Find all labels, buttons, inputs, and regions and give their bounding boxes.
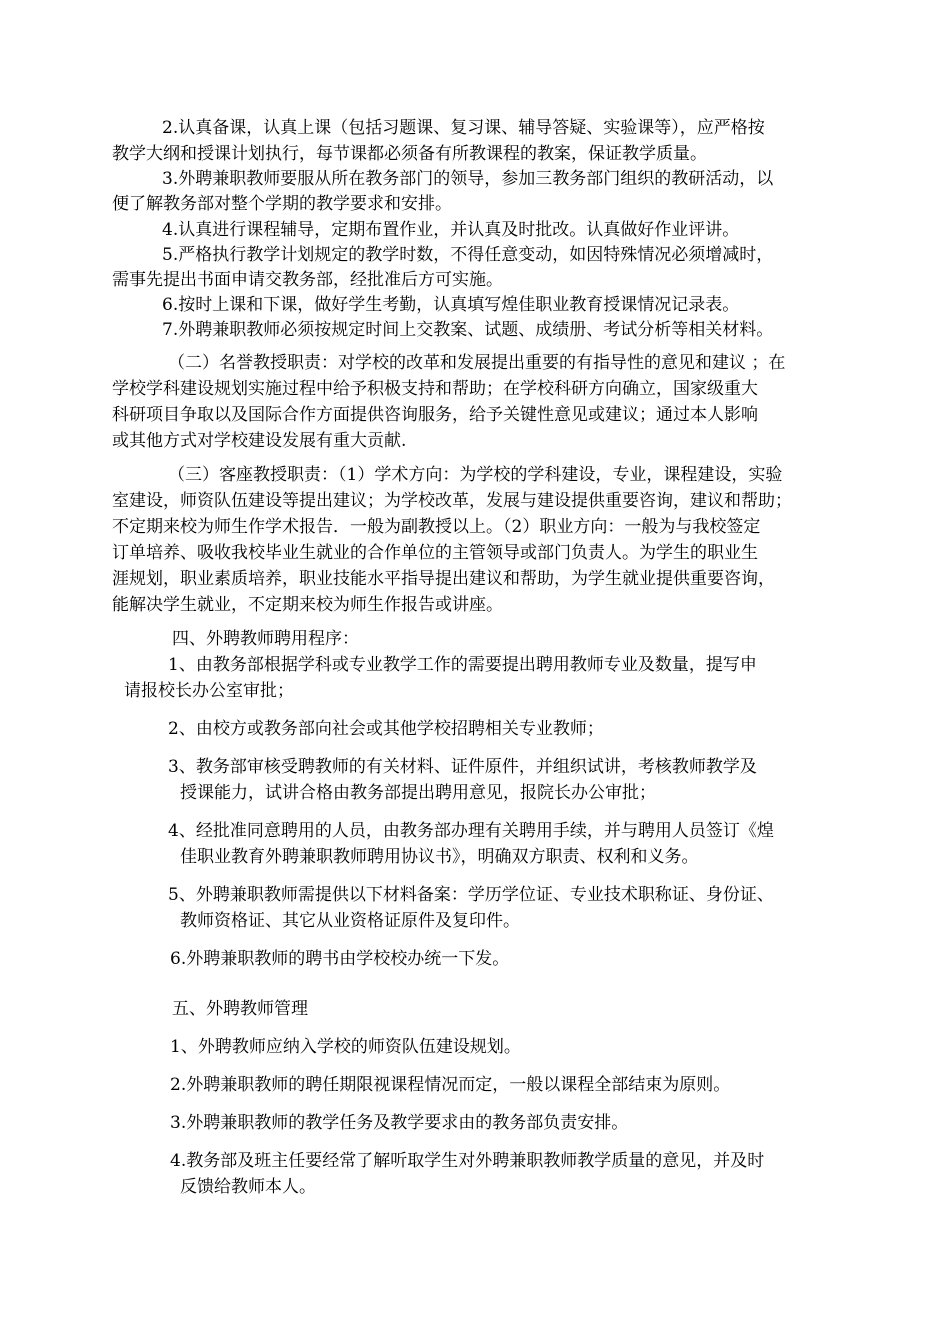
management-1: 1、外聘教师应纳入学校的师资队伍建设规划。 (170, 1037, 521, 1057)
honorary-line-2: 学校学科建设规划实施过程中给予积极支持和帮助；在学校科研方向确立，国家级重大 (112, 379, 758, 399)
honorary-line-3: 科研项目争取以及国际合作方面提供咨询服务，给予关键性意见或建议；通过本人影响 (112, 405, 758, 425)
management-heading: 五、外聘教师管理 (172, 999, 308, 1019)
item-4: 4.认真进行课程辅导，定期布置作业，并认真及时批改。认真做好作业评讲。 (162, 220, 740, 240)
procedure-3-line-1: 3、教务部审核受聘教师的有关材料、证件原件，并组织试讲，考核教师教学及 (168, 757, 757, 777)
visiting-line-5: 涯规划，职业素质培养，职业技能水平指导提出建议和帮助，为学生就业提供重要咨询， (112, 569, 775, 589)
item-7: 7.外聘兼职教师必须按规定时间上交教案、试题、成绩册、考试分析等相关材料。 (162, 320, 774, 340)
procedure-1-line-1: 1、由教务部根据学科或专业教学工作的需要提出聘用教师专业及数量，提写申 (168, 655, 757, 675)
item-2-line-1: 2.认真备课，认真上课（包括习题课、复习课、辅导答疑、实验课等），应严格按 (162, 118, 765, 138)
honorary-line-1: （二）名誉教授职责：对学校的改革和发展提出重要的有指导性的意见和建议 ；在 (168, 353, 786, 373)
item-3-line-1: 3.外聘兼职教师要服从所在教务部门的领导，参加三教务部门组织的教研活动，以 (162, 169, 774, 189)
visiting-line-2: 室建设，师资队伍建设等提出建议；为学校改革，发展与建设提供重要咨询，建议和帮助； (112, 491, 792, 511)
visiting-line-4: 订单培养、吸收我校毕业生就业的合作单位的主管领导或部门负责人。为学生的职业生 (112, 543, 758, 563)
management-3: 3.外聘兼职教师的教学任务及教学要求由的教务部负责安排。 (170, 1113, 629, 1133)
procedure-4-line-1: 4、经批准同意聘用的人员，由教务部办理有关聘用手续，并与聘用人员签订《煌 (168, 821, 774, 841)
item-6: 6.按时上课和下课，做好学生考勤，认真填写煌佳职业教育授课情况记录表。 (162, 295, 740, 315)
visiting-line-6: 能解决学生就业，不定期来校为师生作报告或讲座。 (112, 595, 503, 615)
procedure-1-line-2: 请报校长办公室审批； (124, 681, 294, 701)
item-3-line-2: 便了解教务部对整个学期的教学要求和安排。 (112, 194, 452, 214)
procedure-5-line-1: 5、外聘兼职教师需提供以下材料备案：学历学位证、专业技术职称证、身份证、 (168, 885, 774, 905)
procedure-heading: 四、外聘教师聘用程序： (172, 629, 359, 649)
management-4-line-2: 反馈给教师本人。 (180, 1177, 316, 1197)
procedure-3-line-2: 授课能力，试讲合格由教务部提出聘用意见，报院长办公审批； (180, 783, 656, 803)
procedure-2: 2、由校方或教务部向社会或其他学校招聘相关专业教师； (168, 719, 604, 739)
management-4-line-1: 4.教务部及班主任要经常了解听取学生对外聘兼职教师教学质量的意见，并及时 (170, 1151, 765, 1171)
management-2: 2.外聘兼职教师的聘任期限视课程情况而定，一般以课程全部结束为原则。 (170, 1075, 731, 1095)
item-5-line-1: 5.严格执行教学计划规定的教学时数，不得任意变动，如因特殊情况必须增减时， (162, 245, 774, 265)
procedure-6: 6.外聘兼职教师的聘书由学校校办统一下发。 (170, 949, 510, 969)
visiting-line-1: （三）客座教授职责：（1）学术方向：为学校的学科建设，专业，课程建设，实验 (168, 465, 783, 485)
item-2-line-2: 教学大纲和授课计划执行，每节课都必须备有所教课程的教案，保证教学质量。 (112, 144, 707, 164)
honorary-line-4: 或其他方式对学校建设发展有重大贡献. (112, 431, 407, 451)
procedure-5-line-2: 教师资格证、其它从业资格证原件及复印件。 (180, 911, 520, 931)
item-5-line-2: 需事先提出书面申请交教务部，经批准后方可实施。 (112, 270, 503, 290)
visiting-line-3: 不定期来校为师生作学术报告．一般为副教授以上。（2）职业方向：一般为与我校签定 (112, 517, 761, 537)
procedure-4-line-2: 佳职业教育外聘兼职教师聘用协议书》，明确双方职责、权利和义务。 (180, 847, 699, 867)
